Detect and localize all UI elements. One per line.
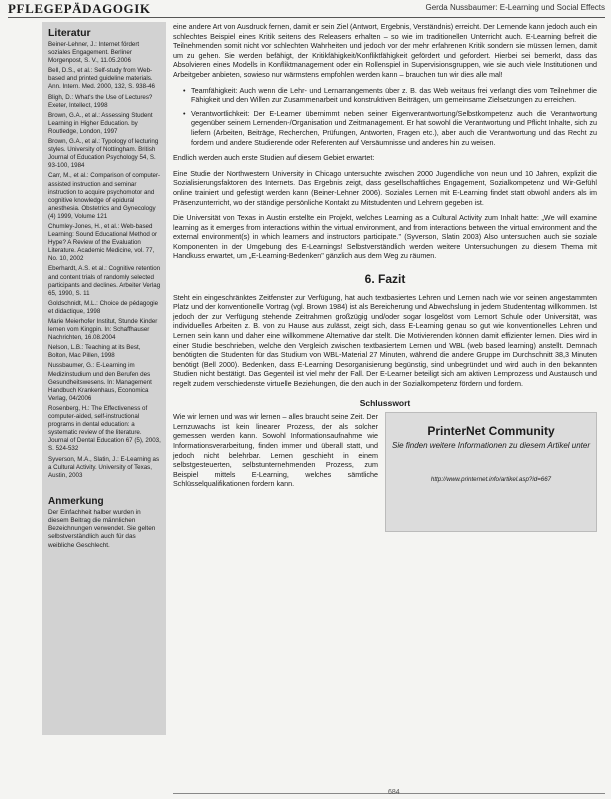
bullet-list	[173, 86, 597, 148]
literature-entry: Eberhardt, A.S. et al.: Cognitive retention and content trials of randomly selected participants and declines. Arbeiter Verlag 65, 1990, S. 11	[48, 265, 161, 297]
paragraph: Endlich werden auch erste Studien auf diesem Gebiet erwartet:	[173, 153, 375, 163]
literature-entry: Nelson, L.B.: Teaching at its Best, Bolton, Mac Pillen, 1998	[48, 344, 141, 360]
literature-entry: Brown, G.A., et al.: Assessing Student Learning in Higher Education. by Routledge, London, 1997	[48, 111, 153, 135]
paragraph: Eine Studie der Northwestern University in Chicago untersuchte zwischen 2000 Jugendliche von neun und 10 Jahren, explizit die Sozialisierungsfaktoren des Internets. Das Ergebnis zeigt, dass gesellschaftliches Engagement, Sozialkompetenz und Wir-Gefühl online trainiert und gefestigt werden kann (Beiner-Lehner 2006). Soziales Lernen mit E-Learning findet statt obwohl anders als im Präsenzunterricht, wo der ständige persönliche Kontakt zu Mitstudenten und Lehrern gegeben ist.	[173, 168, 597, 207]
bullet-item: • Teamfähigkeit: Auch wenn die Lehr- und Lernarrangements über z. B. das Web weitaus frei verlangt dies vom Teilnehmer die Fähigkeit und den Willen zur Zusammenarbeit und konstruktiven Beiträgen, um gemeinsame Zielsetzungen zu erreichen.	[183, 86, 597, 105]
running-header: Gerda Nussbaumer: E-Learning und Social Effects	[425, 3, 605, 12]
literature-entry: Rosenberg, H.: The Effectiveness of computer-aided, self-instructional programs in dental education: a systematic review of the literature. Journal of Dental Education 67 (5), 2003, S. 524-532	[48, 404, 161, 453]
community-box	[385, 412, 597, 532]
section-heading-fazit: 6. Fazit	[364, 272, 406, 287]
literature-entry: Nussbaumer, G.: E-Learning im Medizinstudium und den Berufen des Gesundheitswesens. In: Management Handbuch Krankenhaus, Economica Verlag, 04/2006	[48, 362, 152, 402]
community-link[interactable]: http://www.printernet.info/artikel.asp?id=667	[430, 475, 552, 483]
literature-entry: Chumley-Jones, H., et al.: Web-based Learning: Sound Educational Method or Hype? A Review of the Evaluation Literature. Academic Medicine, vol. 77, No. 10, 2002	[48, 222, 158, 263]
literature-heading: Literatur	[48, 27, 91, 39]
literature-entry: Goldschnidt, M.L.: Choice de pédagogie et didactique, 1998	[48, 299, 159, 315]
journal-title: PFLEGEPÄDAGOGIK	[8, 1, 151, 16]
community-subtitle: Sie finden weitere Informationen zu diesem Artikel unter	[391, 440, 591, 450]
literature-entry: Carr, M., et al.: Comparison of computer-assisted instruction and seminar instruction to acquire psychomotor and cognitive knowledge of epidural anesthesia. Obstetrics and Gynecology (4) 1999, Volume 121	[48, 172, 161, 220]
note-heading: Anmerkung	[48, 495, 104, 507]
paragraph: eine andere Art von Ausdruck fernen, damit er sein Ziel (Antwort, Ergebnis, Verständnis) erreicht. Der Lernende kann jedoch auch ein schlechtes Beispiel eines Kritik seitens des Releasers erhalten – so wie im traditionellen Unterricht auch. E-Learning befreit die Teilnehmenden somit nicht vor schlechten Wahrheiten und jedoch vor der mehr erfahrenen Kritik sondern sie müssen lernen, damit um zu gehen. Sie werden befähigt, der Kritikfähigkeit/Konfliktfähigkeit gefördert und gefordert. Hierbei sei bemerkt, dass das Absolvieren eines Modells in Konfliktmanagement oder ein Rollenspiel in Supervisionsgruppen, wie sie auch viele Institutionen und Arbeitgeber anbieten, sowieso nur wärmstens empfohlen werden kann – brauchen tun wir dies alle mal!	[173, 22, 597, 79]
literature-list	[42, 41, 166, 480]
paragraph: Die Universität von Texas in Austin erstellte ein Projekt, welches Learning as a Cultural Activity zum Inhalt hatte: „We will examine learning as it emerges from interactions within the virtual environment, and from interactions between the virtual environment and the external environment(s) in which learners and instructors participate." (Syverson, Slatin 2003) Also untersuchen auch sie soziale Komponenten in der Umgebung des E-Learnings! Selbstverständlich werden weitere Untersuchungen zu diesem Thema mit Handkuss erwartet, um „E-Learning-Bedenken" gänzlich aus dem Weg zu räumen.	[173, 213, 597, 261]
community-title: PrinterNet Community	[427, 424, 555, 439]
literature-sidebar	[42, 22, 166, 735]
literature-entry: Beiner-Lehner, J.: Internet fördert soziales Engagement. Berliner Morgenpost, S. V., 11.05.2006	[48, 41, 140, 65]
bullet-item: • Verantwortlichkeit: Der E-Learner übernimmt neben seiner Eigenverantwortung/Selbstkompetenz auch die Verantwortung gegenüber seinem Lernenden-/Organisation und Zeitmanagement. Er hat sowohl die Verantwortung und Pflicht Inhalte, sich zu liefern (Arbeiten, Beiträge, Recherchen, Prüfungen, Antworten, Fragen etc.), aber auch die Verantwortung und das Recht zu fordern und andere Studierende oder Referenten auf Versäumnisse und anderes hin zu weisen.	[183, 109, 597, 147]
closing-block	[173, 412, 597, 489]
header-divider	[8, 17, 605, 18]
article-body	[173, 22, 597, 495]
paragraph: Steht ein eingeschränktes Zeitfenster zur Verfügung, hat auch textbasiertes Lehren und Lernen nach wie vor seinen angestammten Platz und der konventionelle Vortrag (vgl. Brown 1984) ist als Bereicherung und Abwechslung in jedem Studententag willkommen. Ist jedoch der zur Verfügung stehende Zeitrahmen großzügig und/oder sogar losgelöst vom Lernort Schule oder Universität, was individuelles Arbeiten z. B. von zu Hause aus zulässt, zeigt sich, dass E-Learning genau so gut wie konventionelles Lehren und Lernen sein kann und daher eine willkommene Alternative dar stellt. Die Motivierenden können damit effizienter lernen. Dies wird in einer Studie beschrieben, welche den Vergleich zwischen textbasiertem Lernen und WBL (web based learning) anstellt. Demnach benötigten die Studenten für das Studium von WBL-Material 27 Minuten, während die andere Gruppe im Durchschnitt 38,3 Minuten benötigt (Bell 2000). Bedenken, dass E-Learning Desorganisierung begünstig, sind unbegründet und wird auch in den bekannten Studien nicht bestätigt. Das Gegenteil ist viel mehr der Fall. Der E-Learner beteiligt sich am aktiven Lernprozess und Austausch und regelt zudem verschiedenste virtuelle Beziehungen, die den auch in der Sozialkompetenz fördern und fordern.	[173, 292, 597, 388]
literature-entry: Bligh, D.: What's the Use of Lectures? Exeter, Intellect, 1998	[48, 93, 153, 109]
literature-entry: Syverson, M.A., Slatin, J.: E-Learning as a Cultural Activity. University of Texas, Austin, 2003	[48, 455, 160, 479]
note-text: Der Einfachheit halber wurden in diesem Beitrag die männlichen Bezeichnungen verwendet. Sie gelten selbstverständlich auch für das weibliche Geschlecht.	[48, 508, 156, 549]
page-number: 684	[388, 789, 400, 796]
literature-entry: Brown, G.A., et al.: Typology of lecturing styles. University of Nottingham. British Journal of Education Psychology 54, S. 93-100, 1984	[48, 138, 159, 170]
literature-entry: Bell, D.S., et al.: Self-study from Web-based and printed guideline materials. Ann. Intern. Med. 2000, 132, S. 938-46	[48, 67, 155, 91]
paragraph: Wie wir lernen und was wir lernen – alles braucht seine Zeit. Der Lernzuwachs ist kein linearer Prozess, der als solcher gemessen werden kann. Sowohl Informationsaufnahme wie Informationsverarbeitung, finden immer und überall statt, und jedoch nicht belehrbar. Lernen geschieht in einem selbstgesteuerten, selbstunternehmenden Prozess, zum Beispiel mittels E-Learning, welches sämtliche Schlüsselqualifikationen fordern kann.	[173, 412, 378, 489]
literature-entry: Marie Meierhofer Institut, Stunde Kinder lernen vom Kingpin. In: Schaffhauser Nachrichten, 16.08.2004	[48, 318, 158, 342]
section-heading-schlusswort: Schlusswort	[359, 397, 411, 408]
